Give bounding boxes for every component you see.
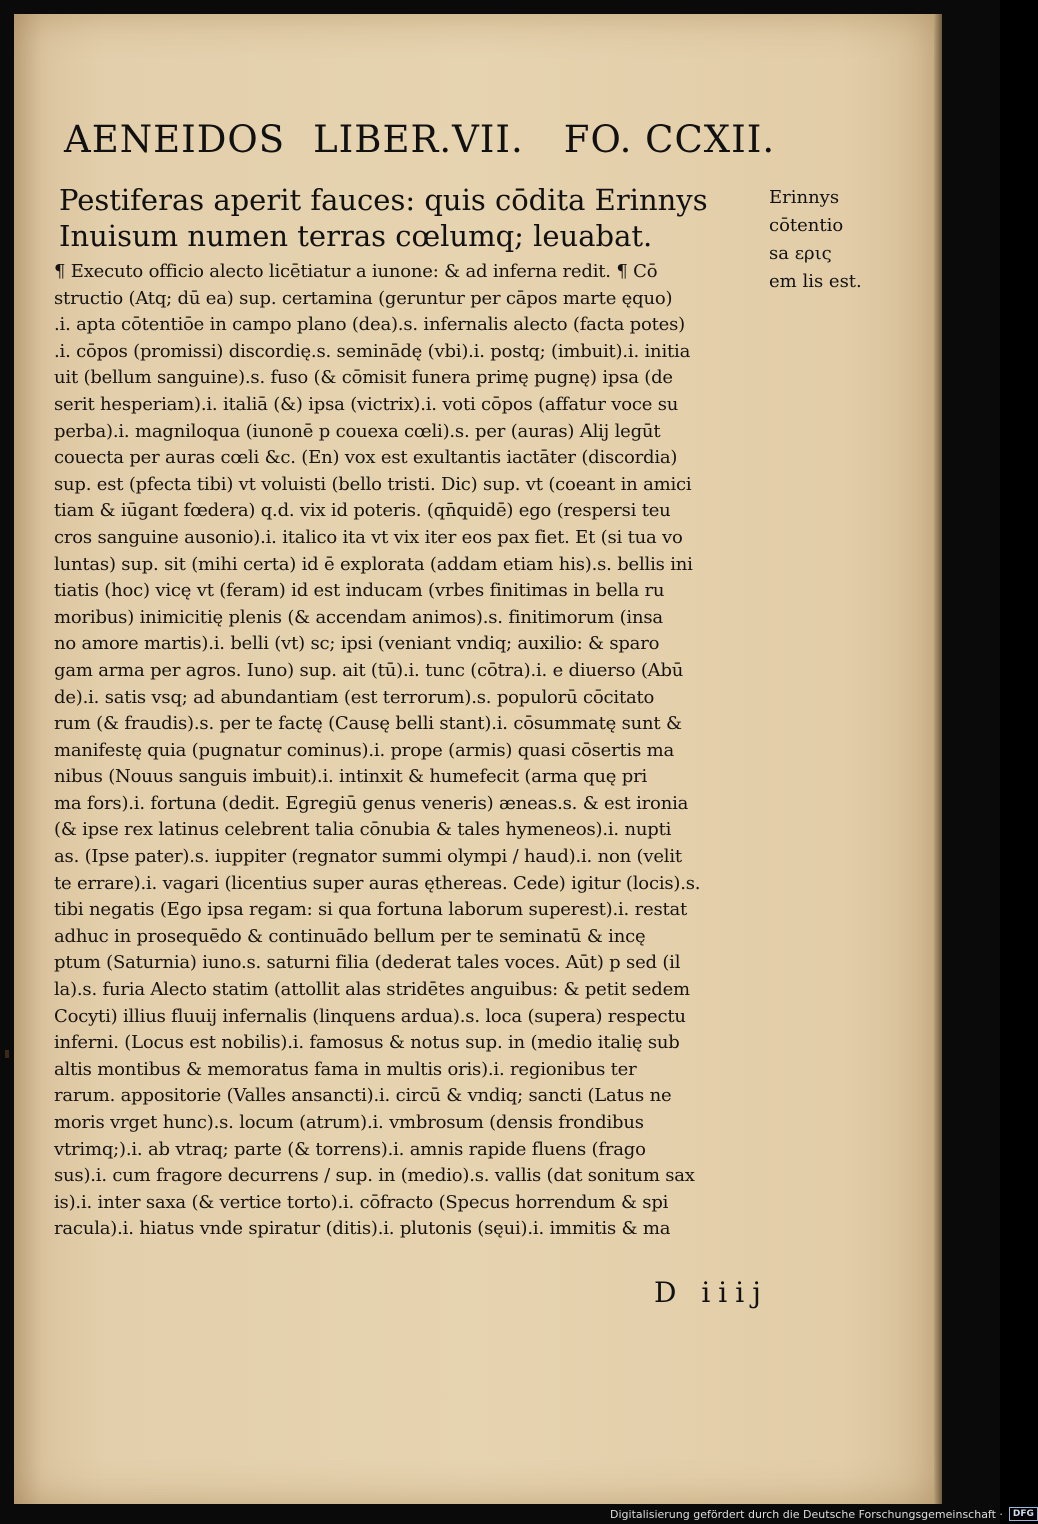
dfg-logo-icon: DFG: [1009, 1507, 1038, 1521]
commentary-line: moris vrget hunc).s. locum (atrum).i. vmbrosum (densis frondibus: [54, 1112, 644, 1133]
digitization-footer: [610, 1504, 1038, 1524]
commentary-line: adhuc in prosequēdo & continuādo bellum per te seminatū & incę: [54, 925, 646, 947]
commentary-block: [54, 259, 769, 1243]
commentary-line: rarum. appositorie (Valles ansancti).i. circū & vndiq; sancti (Latus ne: [54, 1085, 672, 1107]
commentary-line: gam arma per agros. Iuno) sup. ait (tū).i. tunc (cōtra).i. e diuerso (Abū: [54, 659, 684, 681]
verse-line: Inuisum numen terras cœlumq; leuabat.: [59, 219, 653, 253]
commentary-line: couecta per auras cœli &c. (En) vox est exultantis iactāter (discordia): [54, 447, 678, 469]
commentary-line: structio (Atq; dū ea) sup. certamina (geruntur per cāpos marte ęquo): [54, 287, 673, 309]
header-folio: FO. CCXII.: [563, 118, 776, 161]
commentary-line: tiatis (hoc) vicę vt (feram) id est inducam (vrbes finitimas in bella ru: [54, 580, 665, 602]
verse-line: Pestiferas aperit fauces: quis cōdita Erinnys: [59, 183, 708, 217]
commentary-line: perba).i. magniloqua (iunonē p couexa cœli).s. per (auras) Alij legūt: [54, 420, 661, 442]
commentary-line: ma fors).i. fortuna (dedit. Egregiū genus veneris) æneas.s. & est ironia: [54, 792, 689, 814]
header-book: LIBER.VII.: [313, 118, 524, 161]
commentary-line: vtrimq;).i. ab vtraq; parte (& torrens).i. amnis rapide fluens (frago: [54, 1138, 646, 1160]
commentary-line: rum (& fraudis).s. per te factę (Causę belli stant).i. cōsummatę sunt &: [54, 713, 682, 735]
commentary-line: cros sanguine ausonio).i. italico ita vt vix iter eos pax fiet. Et (si tua vo: [54, 526, 683, 548]
commentary-line: sus).i. cum fragore decurrens / sup. in (medio).s. vallis (dat sonitum sax: [54, 1165, 695, 1187]
commentary-line: racula).i. hiatus vnde spiratur (ditis).i. plutonis (sęui).i. immitis & ma: [54, 1218, 671, 1240]
running-header: [64, 118, 776, 161]
commentary-line: ¶ Executo officio alecto licētiatur a iunone: & ad inferna redit. ¶ Cō: [54, 261, 658, 282]
commentary-line: Cocyti) illius fluuij infernalis (linquens ardua).s. loca (supera) respectu: [54, 1005, 686, 1027]
marginal-gloss: [769, 184, 889, 296]
header-title: AENEIDOS: [64, 118, 286, 161]
commentary-line: inferni. (Locus est nobilis).i. famosus & notus sup. in (medio italię sub: [54, 1032, 680, 1054]
commentary-line: as. (Ipse pater).s. iuppiter (regnator summi olympi / haud).i. non (velit: [54, 846, 682, 868]
verse-block: [59, 182, 749, 254]
page-edge: [934, 14, 942, 1504]
commentary-line: tibi negatis (Ego ipsa regam: si qua fortuna laborum superest).i. restat: [54, 899, 688, 921]
commentary-line: .i. apta cōtentiōe in campo plano (dea).s. infernalis alecto (facta potes): [54, 314, 685, 336]
commentary-line: de).i. satis vsq; ad abundantiam (est terrorum).s. populorū cōcitato: [54, 686, 655, 708]
commentary-line: moribus) inimicitię plenis (& accendam animos).s. finitimorum (insa: [54, 606, 663, 628]
commentary-line: manifestę quia (pugnatur cominus).i. prope (armis) quasi cōsertis ma: [54, 739, 675, 761]
commentary-line: ptum (Saturnia) iuno.s. saturni filia (dederat tales voces. Aūt) p sed (il: [54, 952, 681, 974]
commentary-line: tiam & iūgant fœdera) q.d. vix id poteris. (qn̄quidē) ego (respersi teu: [54, 500, 671, 522]
commentary-line: (& ipse rex latinus celebrent talia cōnubia & tales hymeneos).i. nupti: [54, 819, 672, 841]
commentary-line: serit hesperiam).i. italiā (&) ipsa (victrix).i. voti cōpos (affatur voce su: [54, 393, 679, 415]
commentary-line: sup. est (pfecta tibi) vt voluisti (bello tristi. Dic) sup. vt (coeant in amici: [54, 473, 692, 495]
margin-mark: [5, 1050, 9, 1058]
gloss-line: cōtentio: [769, 215, 844, 236]
commentary-line: uit (bellum sanguine).s. fuso (& cōmisit funera primę pugnę) ipsa (de: [54, 367, 673, 389]
gloss-line: sa ερις: [769, 243, 832, 264]
commentary-line: is).i. inter saxa (& vertice torto).i. cōfracto (Specus horrendum & spi: [54, 1191, 669, 1213]
commentary-line: la).s. furia Alecto statim (attollit alas stridētes anguibus: & petit sedem: [54, 979, 690, 1001]
gloss-line: Erinnys: [769, 187, 840, 208]
footer-text: Digitalisierung gefördert durch die Deutsche Forschungsgemeinschaft ·: [610, 1507, 1003, 1521]
commentary-line: no amore martis).i. belli (vt) sc; ipsi (veniant vndiq; auxilio: & sparo: [54, 633, 660, 655]
commentary-line: luntas) sup. sit (mihi certa) id ē explorata (addam etiam his).s. bellis ini: [54, 553, 693, 575]
gloss-line: em lis est.: [769, 271, 862, 292]
commentary-line: altis montibus & memoratus fama in multis oris).i. regionibus ter: [54, 1058, 637, 1080]
book-page: [14, 14, 934, 1504]
signature-mark: D iiij: [654, 1276, 769, 1309]
commentary-line: te errare).i. vagari (licentius super auras ęthereas. Cede) igitur (locis).s.: [54, 872, 701, 894]
commentary-line: nibus (Nouus sanguis imbuit).i. intinxit & humefecit (arma quę pri: [54, 766, 648, 788]
commentary-line: .i. cōpos (promissi) discordię.s. seminādę (vbi).i. postq; (imbuit).i. initia: [54, 340, 691, 362]
